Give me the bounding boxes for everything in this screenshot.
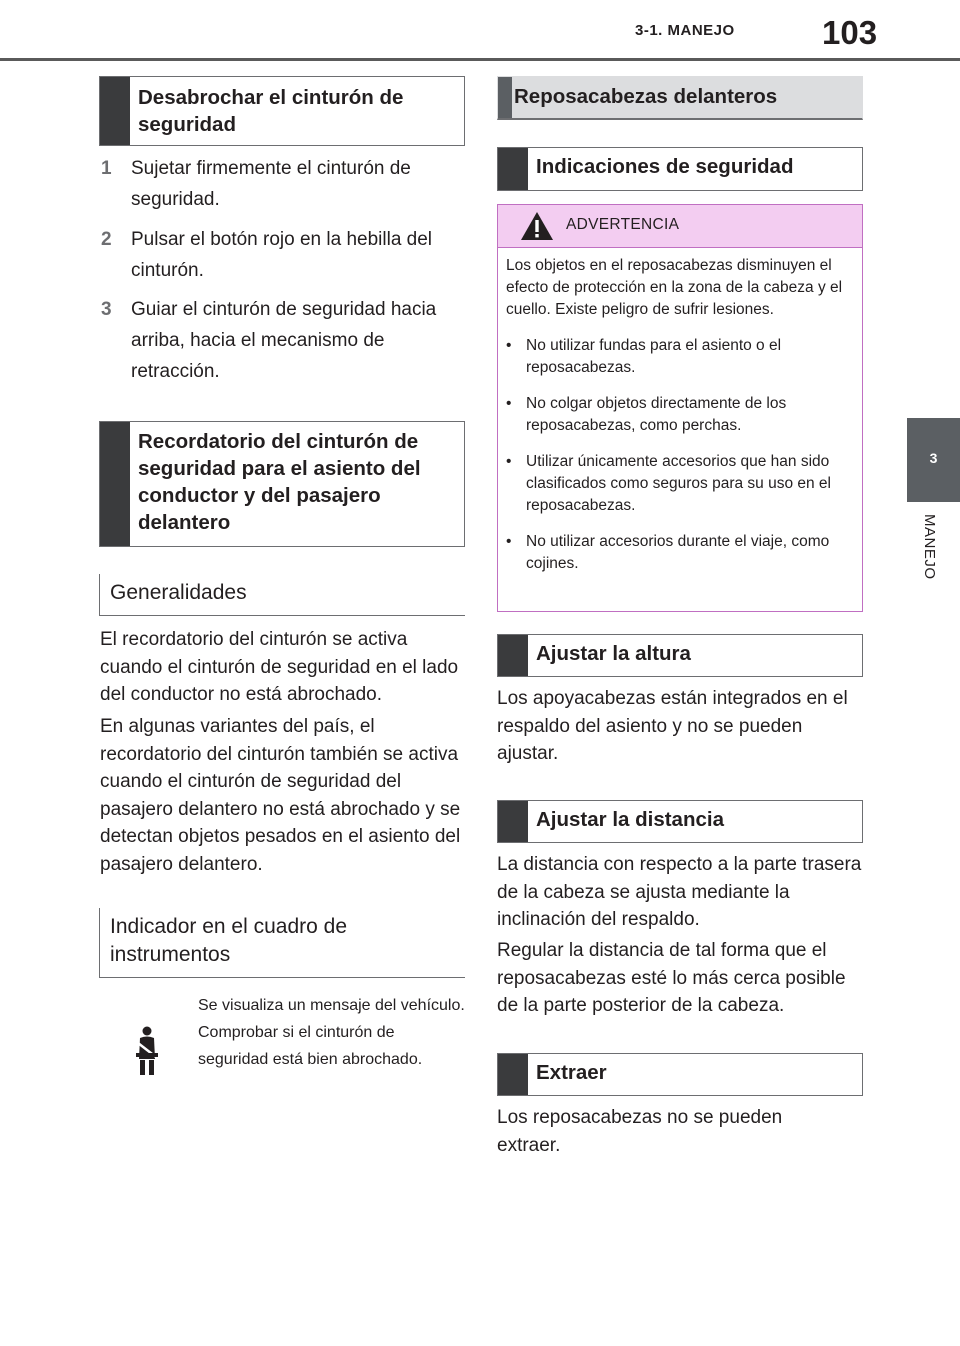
heading-headrests-text: Reposacabezas delanteros: [514, 85, 778, 108]
height-paragraph: Los apoyacabezas están integrados en el respaldo del asiento y no se pueden ajustar.: [497, 688, 848, 764]
subheading-indicator: Indicador en el cuadro de instrumentos: [99, 908, 465, 978]
header-rule: [0, 58, 960, 61]
seatbelt-warning-icon: [131, 1026, 161, 1076]
subheading-general: Generalidades: [99, 574, 465, 616]
heading-bar: [100, 422, 130, 546]
heading-bar: [498, 77, 512, 118]
step-1: [101, 153, 471, 215]
warning-bullet-text: Utilizar únicamente accesorios que han sido clasificados como seguros para su uso en el reposacabezas.: [526, 453, 831, 514]
warning-box: [497, 204, 863, 612]
warning-bullet-text: No colgar objetos directamente de los reposacabezas, como perchas.: [526, 395, 787, 434]
heading-remove: [497, 1053, 863, 1096]
step-3: [101, 294, 471, 387]
step-text: Guiar el cinturón de seguridad hacia arriba, hacia el mecanismo de retracción.: [131, 299, 437, 382]
warning-bullet-text: No utilizar accesorios durante el viaje, como cojines.: [526, 533, 830, 572]
heading-bar: [498, 1054, 528, 1095]
warning-intro: Los objetos en el reposacabezas disminuyen el efecto de protección en la zona de la cabeza y el cuello. Existe peligro de sufrir lesiones.: [506, 257, 843, 318]
warning-triangle-icon: [520, 211, 554, 241]
heading-unfasten-text: Desabrochar el cinturón de seguridad: [138, 86, 404, 136]
distance-paragraph-2: Regular la distancia de tal forma que el reposacabezas esté lo más cerca posible de la parte posterior de la cabeza.: [497, 940, 846, 1016]
warning-header: [498, 205, 862, 248]
heading-unfasten: [99, 76, 465, 146]
heading-safety-text: Indicaciones de seguridad: [536, 155, 794, 178]
step-text: Pulsar el botón rojo en la hebilla del cinturón.: [131, 229, 433, 281]
warning-bullet: • Utilizar únicamente accesorios que han sido clasificados como seguros para su uso en el reposacabezas.: [506, 453, 831, 514]
heading-reminder: [99, 421, 465, 547]
step-number: 2: [101, 229, 112, 250]
warning-list: [506, 335, 850, 575]
step-number: 1: [101, 158, 112, 179]
page-number: 103: [822, 14, 878, 51]
section-title: 3-1. MANEJO: [635, 22, 735, 39]
heading-reminder-text: Recordatorio del cinturón de seguridad para el asiento del conductor y del pasajero delantero: [138, 430, 421, 534]
general-paragraph-1: El recordatorio del cinturón se activa cuando el cinturón de seguridad en el lado del conductor no está abrochado.: [100, 629, 459, 705]
heading-height-text: Ajustar la altura: [536, 642, 691, 665]
heading-bar: [100, 77, 130, 145]
distance-paragraph-1: La distancia con respecto a la parte trasera de la cabeza se ajusta mediante la inclinación del respaldo.: [497, 854, 862, 930]
heading-height: [497, 634, 863, 677]
heading-bar: [498, 148, 528, 190]
indicator-text: Se visualiza un mensaje del vehículo. Comprobar si el cinturón de seguridad está bien abrochado.: [198, 997, 465, 1068]
warning-body: [506, 255, 850, 575]
warning-bullet-text: No utilizar fundas para el asiento o el reposacabezas.: [526, 337, 782, 376]
general-paragraph-2: En algunas variantes del país, el recordatorio del cinturón también se activa cuando el cinturón de seguridad del pasajero delantero no está abrochado y se detectan objetos pesados en el asiento del pasajero delantero.: [100, 716, 461, 875]
heading-safety: [497, 147, 863, 191]
remove-paragraph: Los reposacabezas no se pueden extraer.: [497, 1107, 783, 1156]
warning-bullet: • No colgar objetos directamente de los reposacabezas, como perchas.: [506, 395, 787, 434]
heading-distance: [497, 800, 863, 843]
heading-bar: [498, 635, 528, 676]
heading-distance-text: Ajustar la distancia: [536, 808, 724, 831]
step-number: 3: [101, 299, 112, 320]
heading-headrests: [497, 76, 863, 120]
warning-bullet: • No utilizar accesorios durante el viaje, como cojines.: [506, 533, 830, 572]
warning-bullet: • No utilizar fundas para el asiento o el reposacabezas.: [506, 337, 782, 376]
heading-remove-text: Extraer: [536, 1061, 607, 1084]
chapter-label: MANEJO: [921, 514, 938, 580]
step-2: [101, 224, 471, 286]
step-text: Sujetar firmemente el cinturón de seguridad.: [131, 158, 411, 210]
heading-bar: [498, 801, 528, 842]
warning-title: ADVERTENCIA: [566, 216, 680, 233]
chapter-tab: 3: [907, 418, 960, 502]
